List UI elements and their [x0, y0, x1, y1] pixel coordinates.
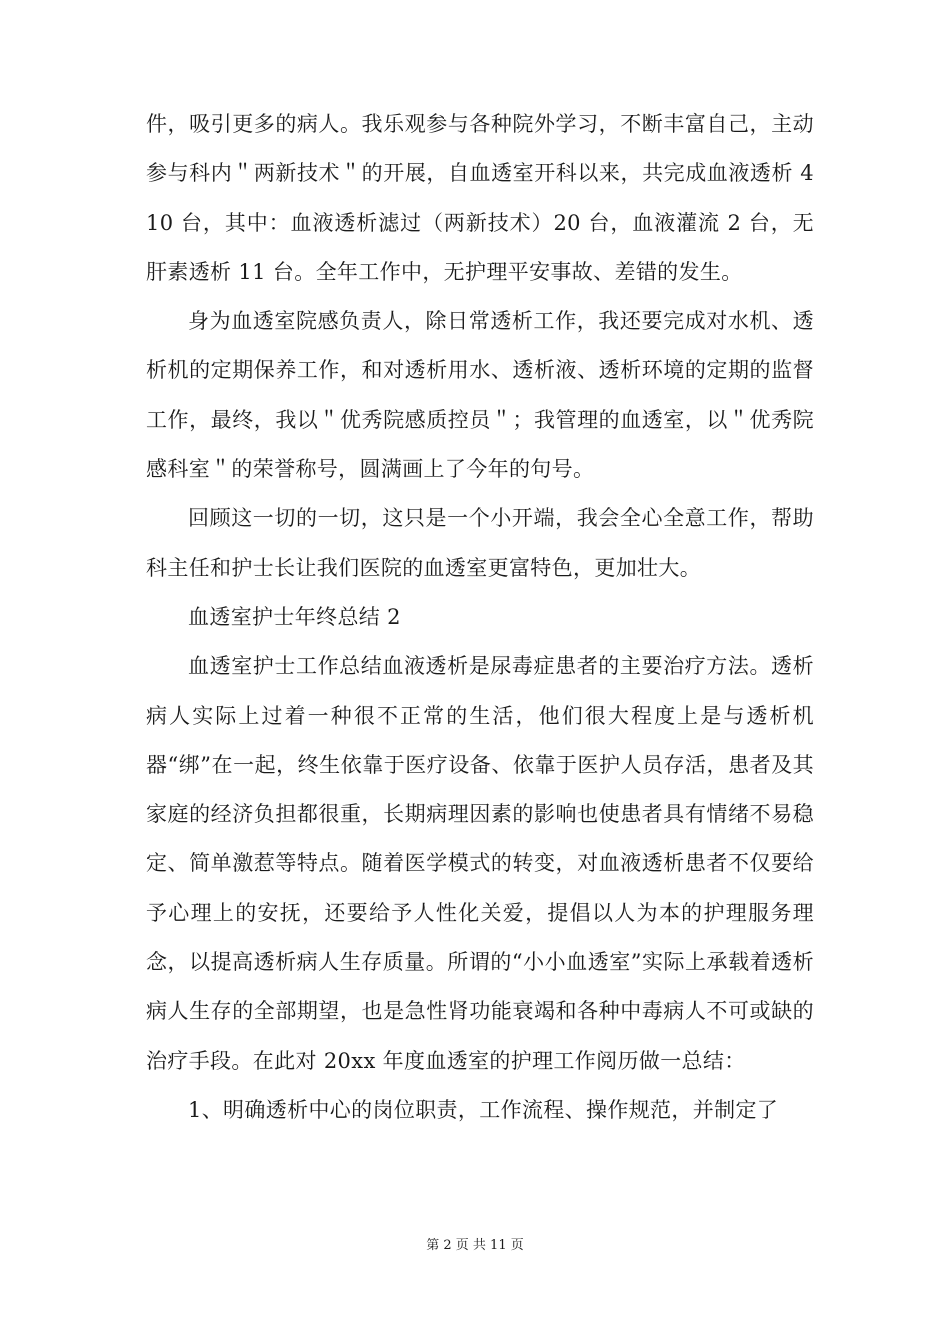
paragraph-3: 回顾这一切的一切，这只是一个小开端，我会全心全意工作，帮助科主任和护士长让我们医院的血透室更富特色，更加壮大。 — [146, 506, 814, 580]
document-body — [146, 100, 814, 1135]
list-item-1: 1、明确透析中心的岗位职责，工作流程、操作规范，并制定了 — [188, 1097, 779, 1122]
paragraph-1: 件，吸引更多的病人。我乐观参与各种院外学习，不断丰富自己，主动参与科内＂两新技术＂的开展，自血透室开科以来，共完成血液透析 410 台，其中：血液透析滤过（两新技术）20 台，血液灌流 2 台，无肝素透析 11 台。全年工作中，无护理平安事故、差错的发生。 — [146, 112, 814, 284]
page-footer: 第 2 页 共 11 页 — [426, 1238, 524, 1253]
paragraph-2: 身为血透室院感负责人，除日常透析工作，我还要完成对水机、透析机的定期保养工作，和对透析用水、透析液、透析环境的定期的监督工作，最终，我以＂优秀院感质控员＂；我管理的血透室，以＂优秀院感科室＂的荣誉称号，圆满画上了今年的句号。 — [146, 309, 814, 482]
paragraph-5: 血透室护士工作总结血液透析是尿毒症患者的主要治疗方法。透析病人实际上过着一种很不正常的生活，他们很大程度上是与透析机器“绑”在一起，终生依靠于医疗设备、依靠于医护人员存活，患者及其家庭的经济负担都很重，长期病理因素的影响也使患者具有情绪不易稳定、简单激惹等特点。随着医学模式的转变，对血液透析患者不仅要给予心理上的安抚，还要给予人性化关爱，提倡以人为本的护理服务理念，以提高透析病人生存质量。所谓的“小小血透室”实际上承载着透析病人生存的全部期望，也是急性肾功能衰竭和各种中毒病人不可或缺的治疗手段。在此对 20xx 年度血透室的护理工作阅历做一总结： — [146, 654, 814, 1073]
section-heading: 血透室护士年终总结 2 — [188, 604, 401, 629]
